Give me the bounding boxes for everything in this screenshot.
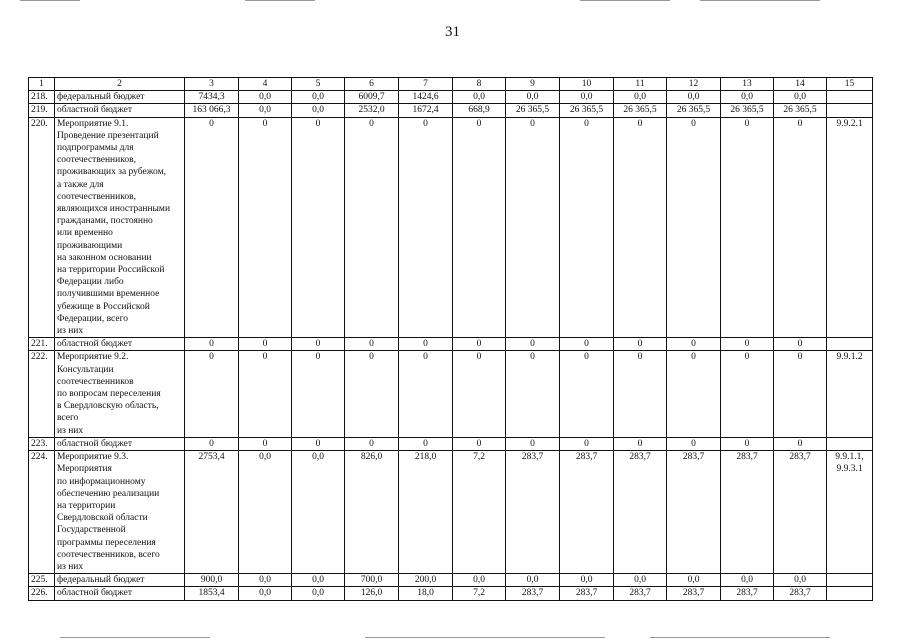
value-cell: 0 [721,117,774,338]
value-cell: 1853,4 [185,587,239,600]
value-cell: 0 [239,351,292,437]
value-cell: 0 [185,338,239,351]
value-cell: 668,9 [453,104,506,117]
value-cell: 0 [292,351,345,437]
value-cell: 0 [506,351,560,437]
value-cell: 0 [453,351,506,437]
value-cell: 700,0 [345,574,399,587]
column-header: 12 [667,78,721,91]
value-cell: 0,0 [292,451,345,574]
table-row [29,338,873,351]
value-cell: 0 [774,117,827,338]
column-header: 14 [774,78,827,91]
value-cell: 0 [560,437,614,450]
row-number: 224. [29,451,55,574]
table-row [29,351,873,437]
value-cell: 0 [292,338,345,351]
table-row [29,104,873,117]
column-header: 7 [399,78,453,91]
value-cell: 0 [506,437,560,450]
value-cell: 0,0 [453,574,506,587]
value-cell: 0,0 [292,104,345,117]
value-cell: 0 [399,437,453,450]
column-header: 5 [292,78,345,91]
column-header: 10 [560,78,614,91]
value-cell: 0 [239,338,292,351]
column-header: 11 [614,78,667,91]
row-number: 225. [29,574,55,587]
value-cell: 0 [345,351,399,437]
value-cell: 0,0 [774,574,827,587]
column-header: 15 [827,78,873,91]
value-cell: 0,0 [292,574,345,587]
value-cell: 0,0 [667,574,721,587]
row-name: областной бюджет [57,438,133,449]
value-cell: 0,0 [667,91,721,104]
value-cell: 0,0 [614,574,667,587]
top-rule [20,0,80,1]
column-header: 9 [506,78,560,91]
row-name: Мероприятие 9.2. Консультации соотечественников по вопросам переселения в Свердловскую область, всего из них [57,352,161,436]
value-cell: 0,0 [292,587,345,600]
value-cell: 283,7 [667,587,721,600]
value-cell: 7,2 [453,451,506,574]
column-header: 8 [453,78,506,91]
value-cell: 0 [667,437,721,450]
row-name-cell [55,104,185,117]
row-name-cell [55,117,185,338]
target-code-cell [827,451,873,574]
value-cell: 0,0 [721,574,774,587]
value-cell: 2532,0 [345,104,399,117]
value-cell: 0 [506,117,560,338]
value-cell: 0 [560,338,614,351]
row-name: областной бюджет [57,339,133,350]
value-cell: 283,7 [774,451,827,574]
target-code: 9.9.1.1, 9.9.3.1 [835,452,864,475]
value-cell: 26 365,5 [614,104,667,117]
target-code-cell [827,104,873,117]
value-cell: 6009,7 [345,91,399,104]
target-code-cell [827,338,873,351]
target-code-cell [827,117,873,338]
column-header: 3 [185,78,239,91]
row-name-cell [55,437,185,450]
table-row [29,91,873,104]
page-number: 31 [445,24,460,40]
value-cell: 0 [239,437,292,450]
value-cell: 7434,3 [185,91,239,104]
row-name-cell [55,338,185,351]
value-cell: 26 365,5 [506,104,560,117]
value-cell: 1672,4 [399,104,453,117]
target-code-cell [827,91,873,104]
value-cell: 0,0 [560,91,614,104]
value-cell: 283,7 [667,451,721,574]
value-cell: 126,0 [345,587,399,600]
value-cell: 200,0 [399,574,453,587]
value-cell: 0 [614,351,667,437]
table-row [29,587,873,600]
target-code: 9.9.1.2 [836,352,863,363]
value-cell: 0 [560,117,614,338]
header-row [29,78,873,91]
target-code-cell [827,587,873,600]
column-header: 4 [239,78,292,91]
value-cell: 283,7 [721,451,774,574]
row-number: 219. [29,104,55,117]
value-cell: 0 [292,437,345,450]
value-cell: 7,2 [453,587,506,600]
row-number: 218. [29,91,55,104]
value-cell: 283,7 [560,451,614,574]
value-cell: 0 [453,117,506,338]
value-cell: 900,0 [185,574,239,587]
value-cell: 283,7 [614,587,667,600]
value-cell: 283,7 [614,451,667,574]
value-cell: 0 [453,338,506,351]
table-row [29,574,873,587]
row-name: Мероприятие 9.1. Проведение презентаций подпрограммы для соотечественников, проживающих за рубежом, а также для соотечественников, являющихся иностранными гражданами, постоянно или временно проживающими на законном основании на территории Российской Федерации либо получившими временное убежище в Российской Федерации, всего из них [57,118,171,337]
value-cell: 0,0 [239,104,292,117]
value-cell: 0,0 [506,574,560,587]
value-cell: 0 [721,437,774,450]
value-cell: 0 [774,338,827,351]
value-cell: 26 365,5 [721,104,774,117]
row-name: федеральный бюджет [57,92,145,103]
value-cell: 0 [185,437,239,450]
row-name: Мероприятие 9.3. Мероприятия по информационному обеспечению реализации на территории Свердловской области Государственной программы переселения соотечественников, всего из них [57,452,160,572]
value-cell: 0 [614,338,667,351]
value-cell: 0 [239,117,292,338]
value-cell: 0 [185,117,239,338]
value-cell: 1424,6 [399,91,453,104]
value-cell: 0 [667,351,721,437]
value-cell: 0,0 [774,91,827,104]
value-cell: 0 [721,351,774,437]
table-row [29,437,873,450]
value-cell: 283,7 [774,587,827,600]
target-code-cell [827,437,873,450]
value-cell: 283,7 [506,451,560,574]
value-cell: 0 [345,117,399,338]
row-name: областной бюджет [57,105,133,116]
value-cell: 18,0 [399,587,453,600]
value-cell: 26 365,5 [560,104,614,117]
value-cell: 218,0 [399,451,453,574]
value-cell: 0 [399,338,453,351]
value-cell: 0 [774,351,827,437]
value-cell: 0 [560,351,614,437]
value-cell: 0 [667,117,721,338]
value-cell: 283,7 [721,587,774,600]
value-cell: 0,0 [560,574,614,587]
value-cell: 0 [506,338,560,351]
target-code-cell [827,574,873,587]
value-cell: 0 [721,338,774,351]
row-name-cell [55,91,185,104]
value-cell: 0 [292,117,345,338]
budget-table [28,77,873,601]
top-rule [700,0,820,1]
value-cell: 0 [614,117,667,338]
row-name-cell [55,574,185,587]
bottom-rule [60,637,210,638]
target-code: 9.9.2.1 [836,118,863,129]
column-header: 2 [55,78,185,91]
target-code-cell [827,351,873,437]
row-number: 226. [29,587,55,600]
value-cell: 0,0 [721,91,774,104]
value-cell: 0 [774,437,827,450]
column-header: 13 [721,78,774,91]
top-rule [245,0,315,1]
row-number: 220. [29,117,55,338]
value-cell: 0 [185,351,239,437]
value-cell: 26 365,5 [774,104,827,117]
value-cell: 0 [345,338,399,351]
column-header: 6 [345,78,399,91]
value-cell: 0,0 [239,587,292,600]
row-number: 222. [29,351,55,437]
table-row [29,451,873,574]
value-cell: 0,0 [292,91,345,104]
row-name-cell [55,351,185,437]
table-row [29,117,873,338]
value-cell: 0 [453,437,506,450]
value-cell: 0,0 [239,574,292,587]
value-cell: 2753,4 [185,451,239,574]
row-name: федеральный бюджет [57,575,145,586]
row-number: 221. [29,338,55,351]
value-cell: 0 [614,437,667,450]
value-cell: 163 066,3 [185,104,239,117]
value-cell: 0,0 [239,451,292,574]
bottom-rule [365,637,605,638]
value-cell: 0,0 [239,91,292,104]
value-cell: 0,0 [506,91,560,104]
value-cell: 0 [399,351,453,437]
value-cell: 283,7 [560,587,614,600]
value-cell: 26 365,5 [667,104,721,117]
value-cell: 826,0 [345,451,399,574]
row-name-cell [55,587,185,600]
value-cell: 0 [667,338,721,351]
bottom-rule [650,637,830,638]
value-cell: 283,7 [506,587,560,600]
value-cell: 0,0 [453,91,506,104]
top-rule [580,0,670,1]
column-header: 1 [29,78,55,91]
row-number: 223. [29,437,55,450]
value-cell: 0,0 [614,91,667,104]
row-name: областной бюджет [57,588,133,599]
value-cell: 0 [345,437,399,450]
table-body [29,78,873,601]
value-cell: 0 [399,117,453,338]
row-name-cell [55,451,185,574]
